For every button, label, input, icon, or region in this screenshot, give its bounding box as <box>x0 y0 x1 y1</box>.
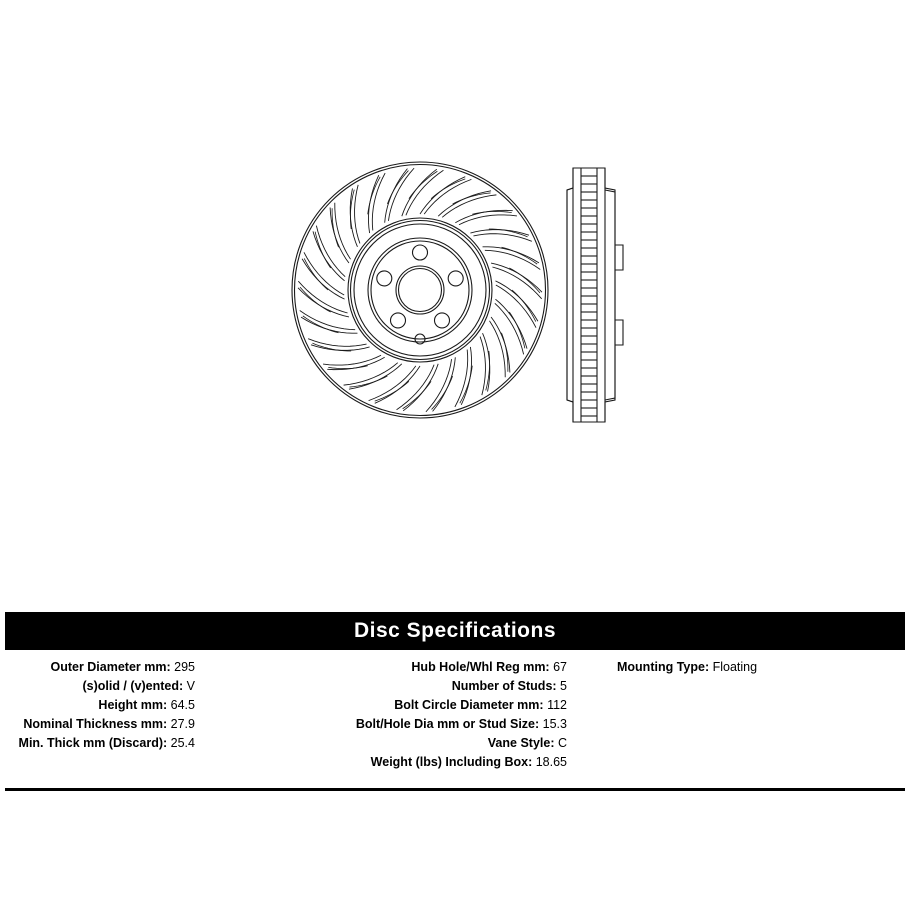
spec-label: Bolt Circle Diameter mm: <box>394 698 544 712</box>
spec-value: 112 <box>547 698 567 712</box>
spec-value: C <box>557 736 567 750</box>
spec-label: (s)olid / (v)ented: <box>82 679 184 693</box>
spec-value: 64.5 <box>170 698 195 712</box>
spec-label: Height mm: <box>98 698 168 712</box>
spec-value: 15.3 <box>542 717 567 731</box>
brake-rotor-edge-view <box>545 150 655 440</box>
spec-column-middle <box>305 658 605 772</box>
spec-value: 67 <box>553 660 567 674</box>
bottom-divider <box>5 788 905 791</box>
spec-label: Mounting Type: <box>617 660 710 674</box>
spec-row <box>305 696 567 715</box>
spec-label: Min. Thick mm (Discard): <box>18 736 168 750</box>
spec-column-right <box>605 658 905 772</box>
spec-row <box>305 734 567 753</box>
spec-label: Hub Hole/Whl Reg mm: <box>411 660 550 674</box>
spec-value: 295 <box>174 660 195 674</box>
spec-value: Floating <box>712 660 758 674</box>
spec-value: 5 <box>560 679 567 693</box>
spec-value: V <box>186 679 195 693</box>
brake-rotor-face-view <box>280 150 560 430</box>
spec-column-left <box>5 658 305 772</box>
spec-label: Outer Diameter mm: <box>50 660 171 674</box>
spec-row <box>5 696 195 715</box>
spec-panel-title: Disc Specifications <box>5 612 905 650</box>
spec-row <box>305 658 567 677</box>
spec-value: 18.65 <box>535 755 567 769</box>
spec-row <box>5 734 195 753</box>
spec-label: Number of Studs: <box>451 679 557 693</box>
spec-label: Weight (lbs) Including Box: <box>370 755 533 769</box>
spec-row <box>617 658 905 677</box>
spec-row <box>305 715 567 734</box>
disc-specifications-panel <box>5 612 905 772</box>
spec-label: Bolt/Hole Dia mm or Stud Size: <box>355 717 540 731</box>
spec-row <box>305 677 567 696</box>
spec-value: 25.4 <box>170 736 195 750</box>
spec-label: Vane Style: <box>487 736 555 750</box>
spec-row <box>5 658 195 677</box>
spec-row <box>305 753 567 772</box>
spec-label: Nominal Thickness mm: <box>23 717 168 731</box>
spec-row <box>5 677 195 696</box>
spec-row <box>5 715 195 734</box>
spec-panel-body <box>5 650 905 772</box>
spec-value: 27.9 <box>170 717 195 731</box>
